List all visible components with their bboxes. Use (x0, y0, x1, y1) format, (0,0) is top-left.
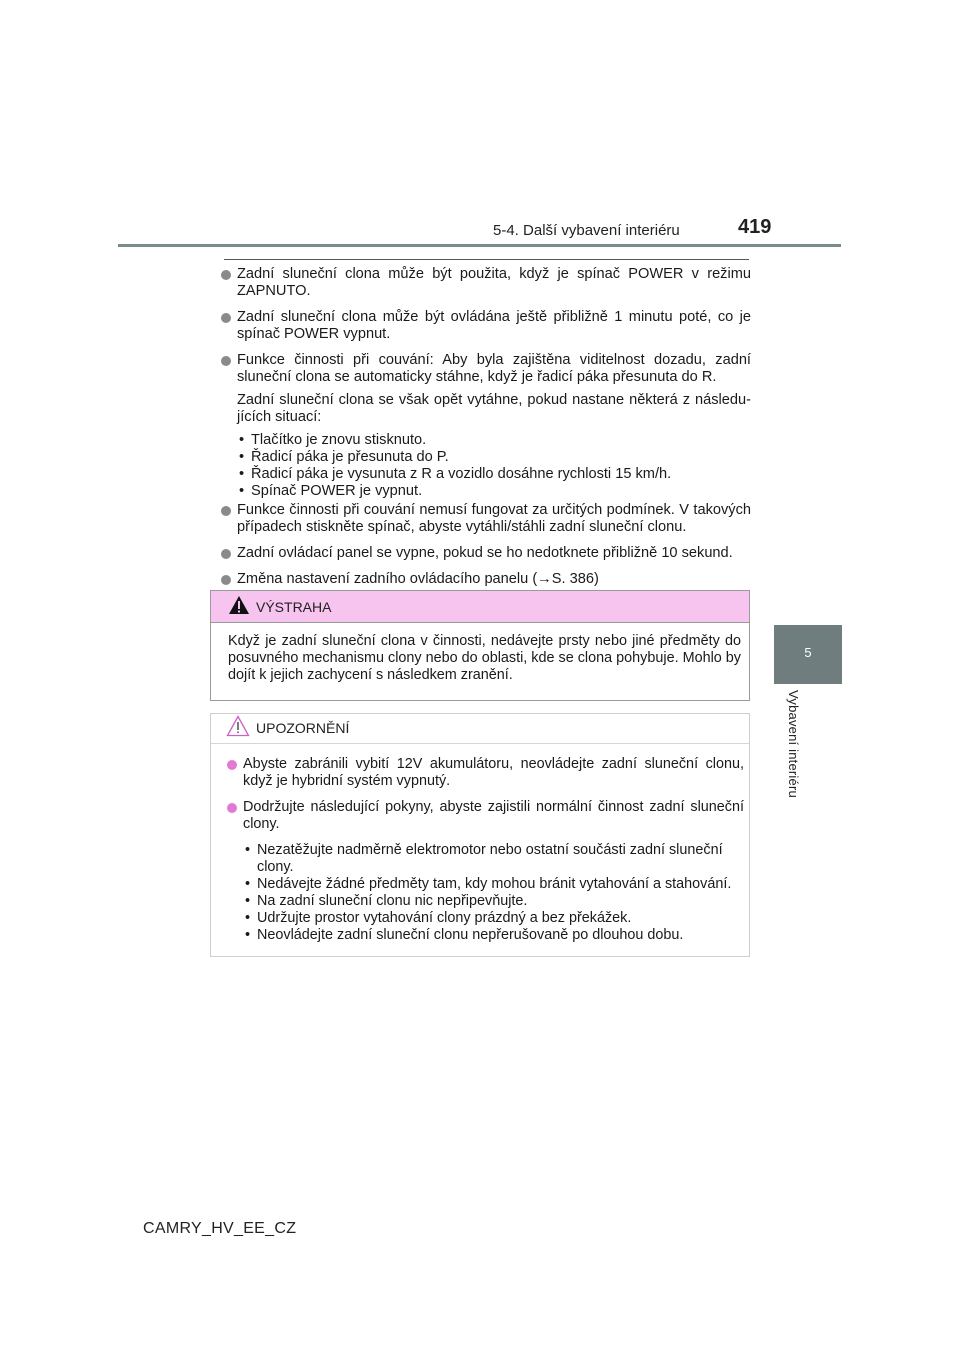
chapter-number: 5 (804, 645, 812, 660)
sub-list-item: • Na zadní sluneční clonu nic nepřipevňujte. (245, 893, 528, 909)
bullet-icon (221, 549, 231, 559)
main-content (220, 266, 751, 597)
document-code: CAMRY_HV_EE_CZ (143, 1220, 297, 1237)
caution-box (210, 713, 750, 957)
sub-item-text: Tlačítko je znovu stisknuto. (251, 432, 427, 448)
warning-box (210, 590, 750, 701)
list-item (220, 545, 751, 562)
sub-list-item: • Řadicí páka je vysunuta z R a vozidlo dosáhne rychlosti 15 km/h. (239, 466, 672, 482)
list-item[interactable] (220, 571, 751, 588)
bullet-icon (221, 575, 231, 585)
sub-item-text: Spínač POWER je vypnut. (251, 483, 423, 499)
caution-body (226, 756, 744, 946)
caution-triangle-icon (226, 715, 250, 742)
item-text: Funkce činnosti při couvání: Aby byla zajištěna viditelnost dozadu, zadní sluneční clona se automaticky stáhne, když je řadicí páka přesunuta do R. (237, 352, 751, 385)
item-text: Zadní sluneční clona může být použita, když je spínač POWER v režimu ZAPNUTO. (237, 266, 751, 299)
sub-list-item: • Tlačítko je znovu stisknuto. (239, 432, 427, 448)
list-item (220, 266, 751, 300)
bullet-icon (227, 803, 237, 813)
sub-list-item: • Udržujte prostor vytahování clony prázdný a bez překážek. (245, 910, 632, 926)
bullet-icon (227, 760, 237, 770)
list-item (220, 309, 751, 343)
list-item (226, 756, 744, 790)
sub-list-item: • Řadicí páka je přesunuta do P. (239, 449, 449, 465)
section-title: 5-4. Další vybavení interiéru (493, 222, 680, 239)
item-text: Zadní sluneční clona může být ovládána ještě přibližně 1 minutu poté, co je spínač POWER vypnut. (237, 309, 751, 342)
warning-header (211, 591, 749, 623)
note-text: Zadní sluneční clona se však opět vytáhne, pokud nastane některá z následu-jících situací: (237, 392, 751, 425)
sub-item-text: Řadicí páka je přesunuta do P. (251, 449, 449, 465)
warning-title: VÝSTRAHA (256, 599, 332, 615)
sub-item-text: Nezatěžujte nadměrně elektromotor nebo ostatní součásti zadní sluneční clony. (257, 842, 723, 875)
bullet-icon (221, 506, 231, 516)
chapter-tab (774, 625, 842, 684)
list-item (220, 352, 751, 386)
page-reference-link[interactable]: Změna nastavení zadního ovládacího panelu (→S. 386) (237, 571, 599, 587)
warning-text: Když je zadní sluneční clona v činnosti, nedávejte prsty nebo jiné předměty do posuvného mechanismu clony nebo do oblasti, kde se clona pohybuje. Mohlo by dojít k jejich zachycení s následkem zranění. (228, 633, 741, 683)
sub-item-text: Řadicí páka je vysunuta z R a vozidlo dosáhne rychlosti 15 km/h. (251, 466, 672, 482)
item-text: Funkce činnosti při couvání nemusí fungovat za určitých podmínek. V takových případech stiskněte spínač, abyste vytáhli/stáhli zadní sluneční clonu. (237, 502, 751, 535)
caution-title: UPOZORNĚNÍ (256, 720, 350, 736)
bullet-icon (221, 313, 231, 323)
sub-list-item: • Spínač POWER je vypnut. (239, 483, 423, 499)
warning-triangle-icon (228, 595, 250, 620)
caution-header (211, 714, 749, 744)
list-item (226, 799, 744, 833)
sub-list (226, 842, 744, 944)
sub-item-text: Udržujte prostor vytahování clony prázdný a bez překážek. (257, 910, 632, 926)
content-divider (224, 259, 749, 260)
sub-item-text: Nedávejte žádné předměty tam, kdy mohou bránit vytahování a stahování. (257, 876, 732, 892)
sub-list-item: • Neovládejte zadní sluneční clonu nepřerušovaně po dlouhou dobu. (245, 927, 684, 943)
list-item (220, 502, 751, 536)
item-text: Dodržujte následující pokyny, abyste zajistili normální činnost zadní sluneční clony. (243, 799, 744, 832)
sub-list (220, 432, 751, 500)
bullet-icon (221, 270, 231, 280)
sub-list-item: • Nedávejte žádné předměty tam, kdy mohou bránit vytahování a stahování. (245, 876, 732, 892)
sub-item-text: Neovládejte zadní sluneční clonu nepřerušovaně po dlouhou dobu. (257, 927, 684, 943)
item-text: Zadní ovládací panel se vypne, pokud se ho nedotknete přibližně 10 sekund. (237, 545, 733, 561)
sub-list-item: • Nezatěžujte nadměrně elektromotor nebo ostatní součásti zadní sluneční clony. (245, 842, 723, 875)
header-divider (118, 244, 841, 247)
chapter-label: Vybavení interiéru (786, 690, 801, 798)
bullet-icon (221, 356, 231, 366)
sub-item-text: Na zadní sluneční clonu nic nepřipevňujte. (257, 893, 528, 909)
item-text: Abyste zabránili vybití 12V akumulátoru, neovládejte zadní sluneční clonu, když je hybridní systém vypnutý. (243, 756, 744, 789)
page-number: 419 (738, 216, 772, 238)
